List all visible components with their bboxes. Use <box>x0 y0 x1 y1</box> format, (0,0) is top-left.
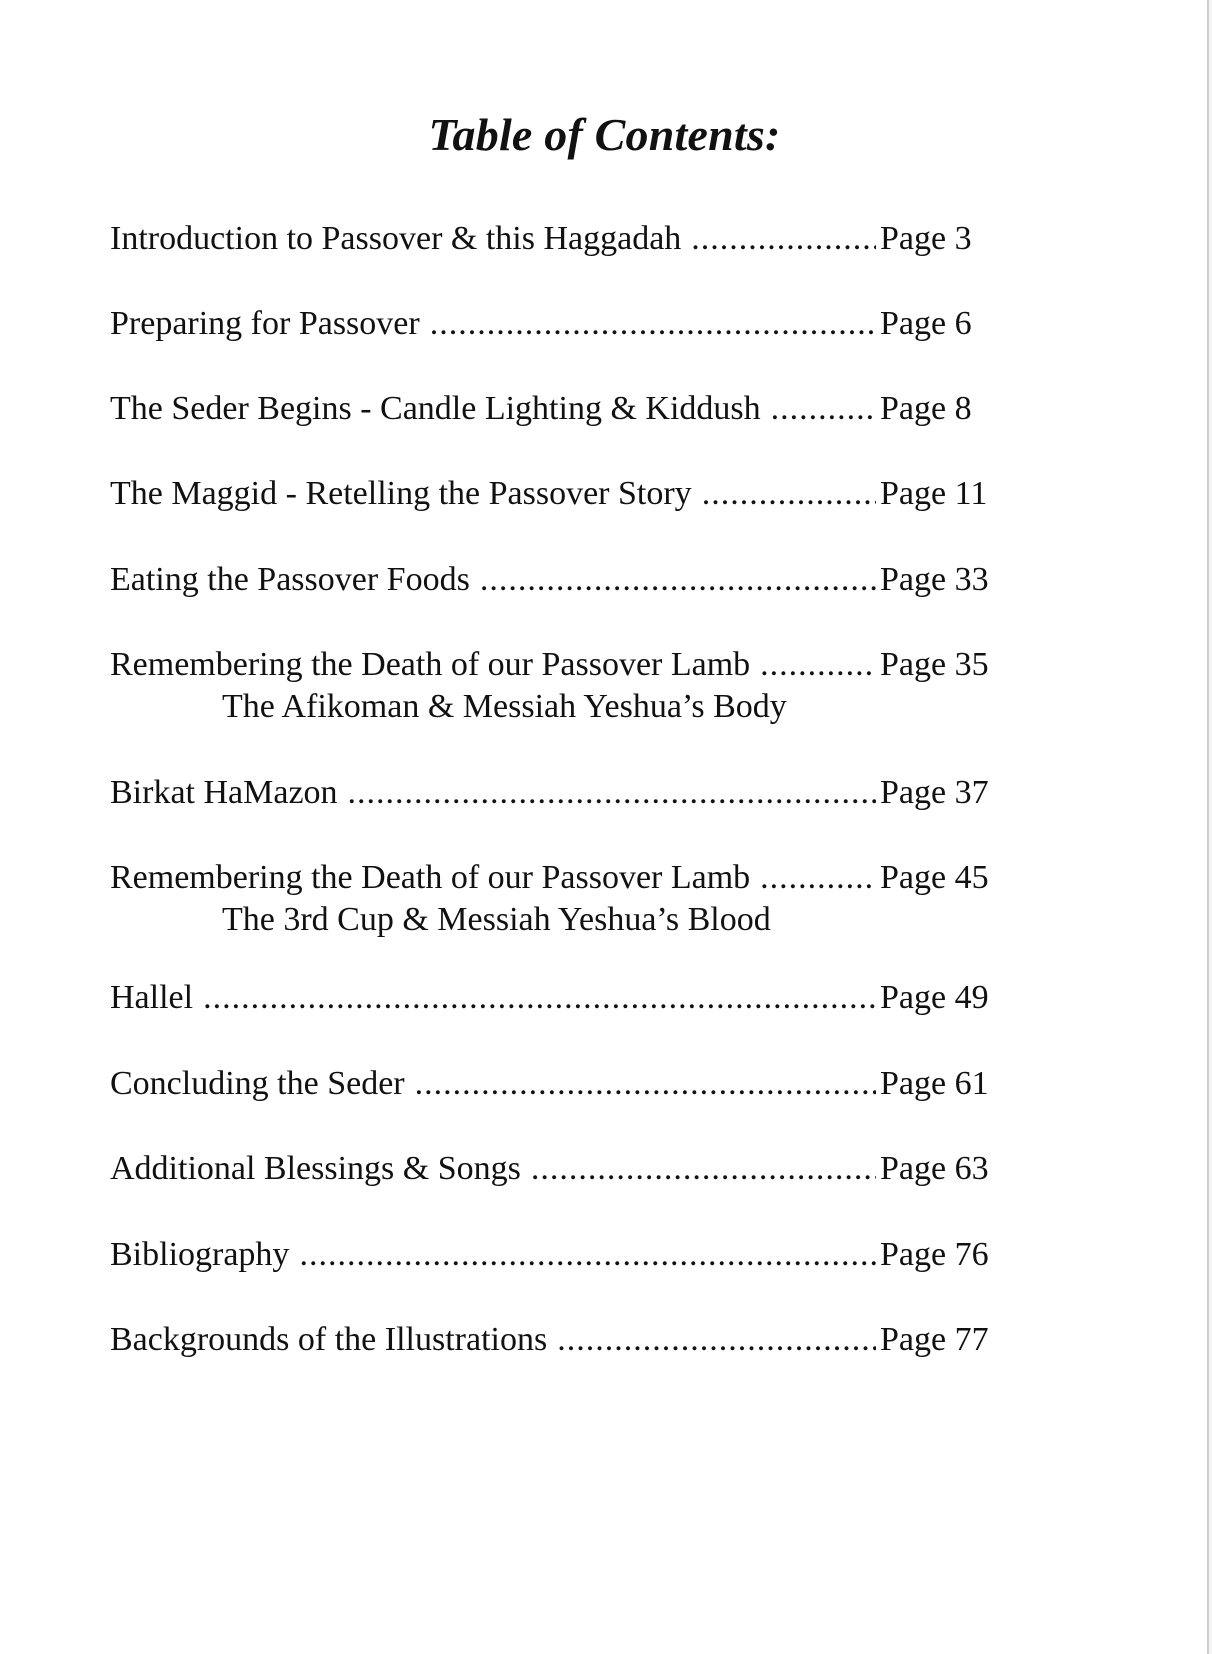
toc-entry-page: Page 8 <box>880 390 972 427</box>
toc-entry-label: Birkat HaMazon <box>110 774 338 811</box>
toc-entry-label: Eating the Passover Foods <box>110 561 470 598</box>
dot-leader <box>691 218 876 260</box>
dot-leader <box>771 388 876 430</box>
toc-entry-subtitle: The Afikoman & Messiah Yeshua’s Body <box>222 688 787 725</box>
toc-entry <box>110 857 1000 941</box>
toc-entry-label: Hallel <box>110 979 194 1016</box>
toc-entry-page: Page 77 <box>880 1321 989 1358</box>
dot-leader <box>760 857 876 899</box>
toc-entry-label: Preparing for Passover <box>110 305 420 342</box>
dot-leader <box>760 644 876 686</box>
toc-entry <box>110 977 1000 1019</box>
toc-entry-page: Page 6 <box>880 305 972 342</box>
toc-entry-label: Concluding the Seder <box>110 1065 405 1102</box>
toc-entry-page: Page 35 <box>880 646 989 683</box>
toc-entry <box>110 644 1000 728</box>
toc-entry-label: Backgrounds of the Illustrations <box>110 1321 548 1358</box>
toc-entry-label: The Maggid - Retelling the Passover Story <box>110 475 692 512</box>
toc-entry-page: Page 49 <box>880 979 989 1016</box>
toc-entry <box>110 303 1000 345</box>
toc-entry-subtitle: The 3rd Cup & Messiah Yeshua’s Blood <box>222 901 771 938</box>
toc-entry-page: Page 3 <box>880 220 972 257</box>
page-title: Table of Contents: <box>428 109 781 160</box>
dot-leader <box>430 303 876 345</box>
toc-entry-page: Page 37 <box>880 774 989 811</box>
toc-entry-label: Additional Blessings & Songs <box>110 1150 521 1187</box>
toc-entry-label: Remembering the Death of our Passover Lamb <box>110 859 751 896</box>
dot-leader <box>557 1319 876 1361</box>
toc-entry-label: Bibliography <box>110 1236 290 1273</box>
toc-entry <box>110 1063 1000 1105</box>
dot-leader <box>299 1234 876 1276</box>
dot-leader <box>348 772 876 814</box>
toc-entry-page: Page 76 <box>880 1236 989 1273</box>
toc-entry-page: Page 61 <box>880 1065 989 1102</box>
toc-entry-label: Introduction to Passover & this Haggadah <box>110 220 682 257</box>
toc-entry <box>110 772 1000 814</box>
dot-leader <box>480 559 876 601</box>
toc-entry <box>110 1148 1000 1190</box>
dot-leader <box>531 1148 876 1190</box>
toc-entry <box>110 1234 1000 1276</box>
toc-entry <box>110 473 1000 515</box>
toc-entry-page: Page 45 <box>880 859 989 896</box>
toc-entry-page: Page 11 <box>880 475 988 512</box>
toc-entry-label: Remembering the Death of our Passover Lamb <box>110 646 751 683</box>
toc-entry-page: Page 63 <box>880 1150 989 1187</box>
toc-entry <box>110 218 1000 260</box>
toc-entry <box>110 559 1000 601</box>
dot-leader <box>415 1063 876 1105</box>
toc-entry <box>110 388 1000 430</box>
dot-leader <box>702 473 876 515</box>
toc-entry-page: Page 33 <box>880 561 989 598</box>
toc-entry-label: The Seder Begins - Candle Lighting & Kiddush <box>110 390 761 427</box>
toc-entry <box>110 1319 1000 1361</box>
dot-leader <box>203 977 876 1019</box>
